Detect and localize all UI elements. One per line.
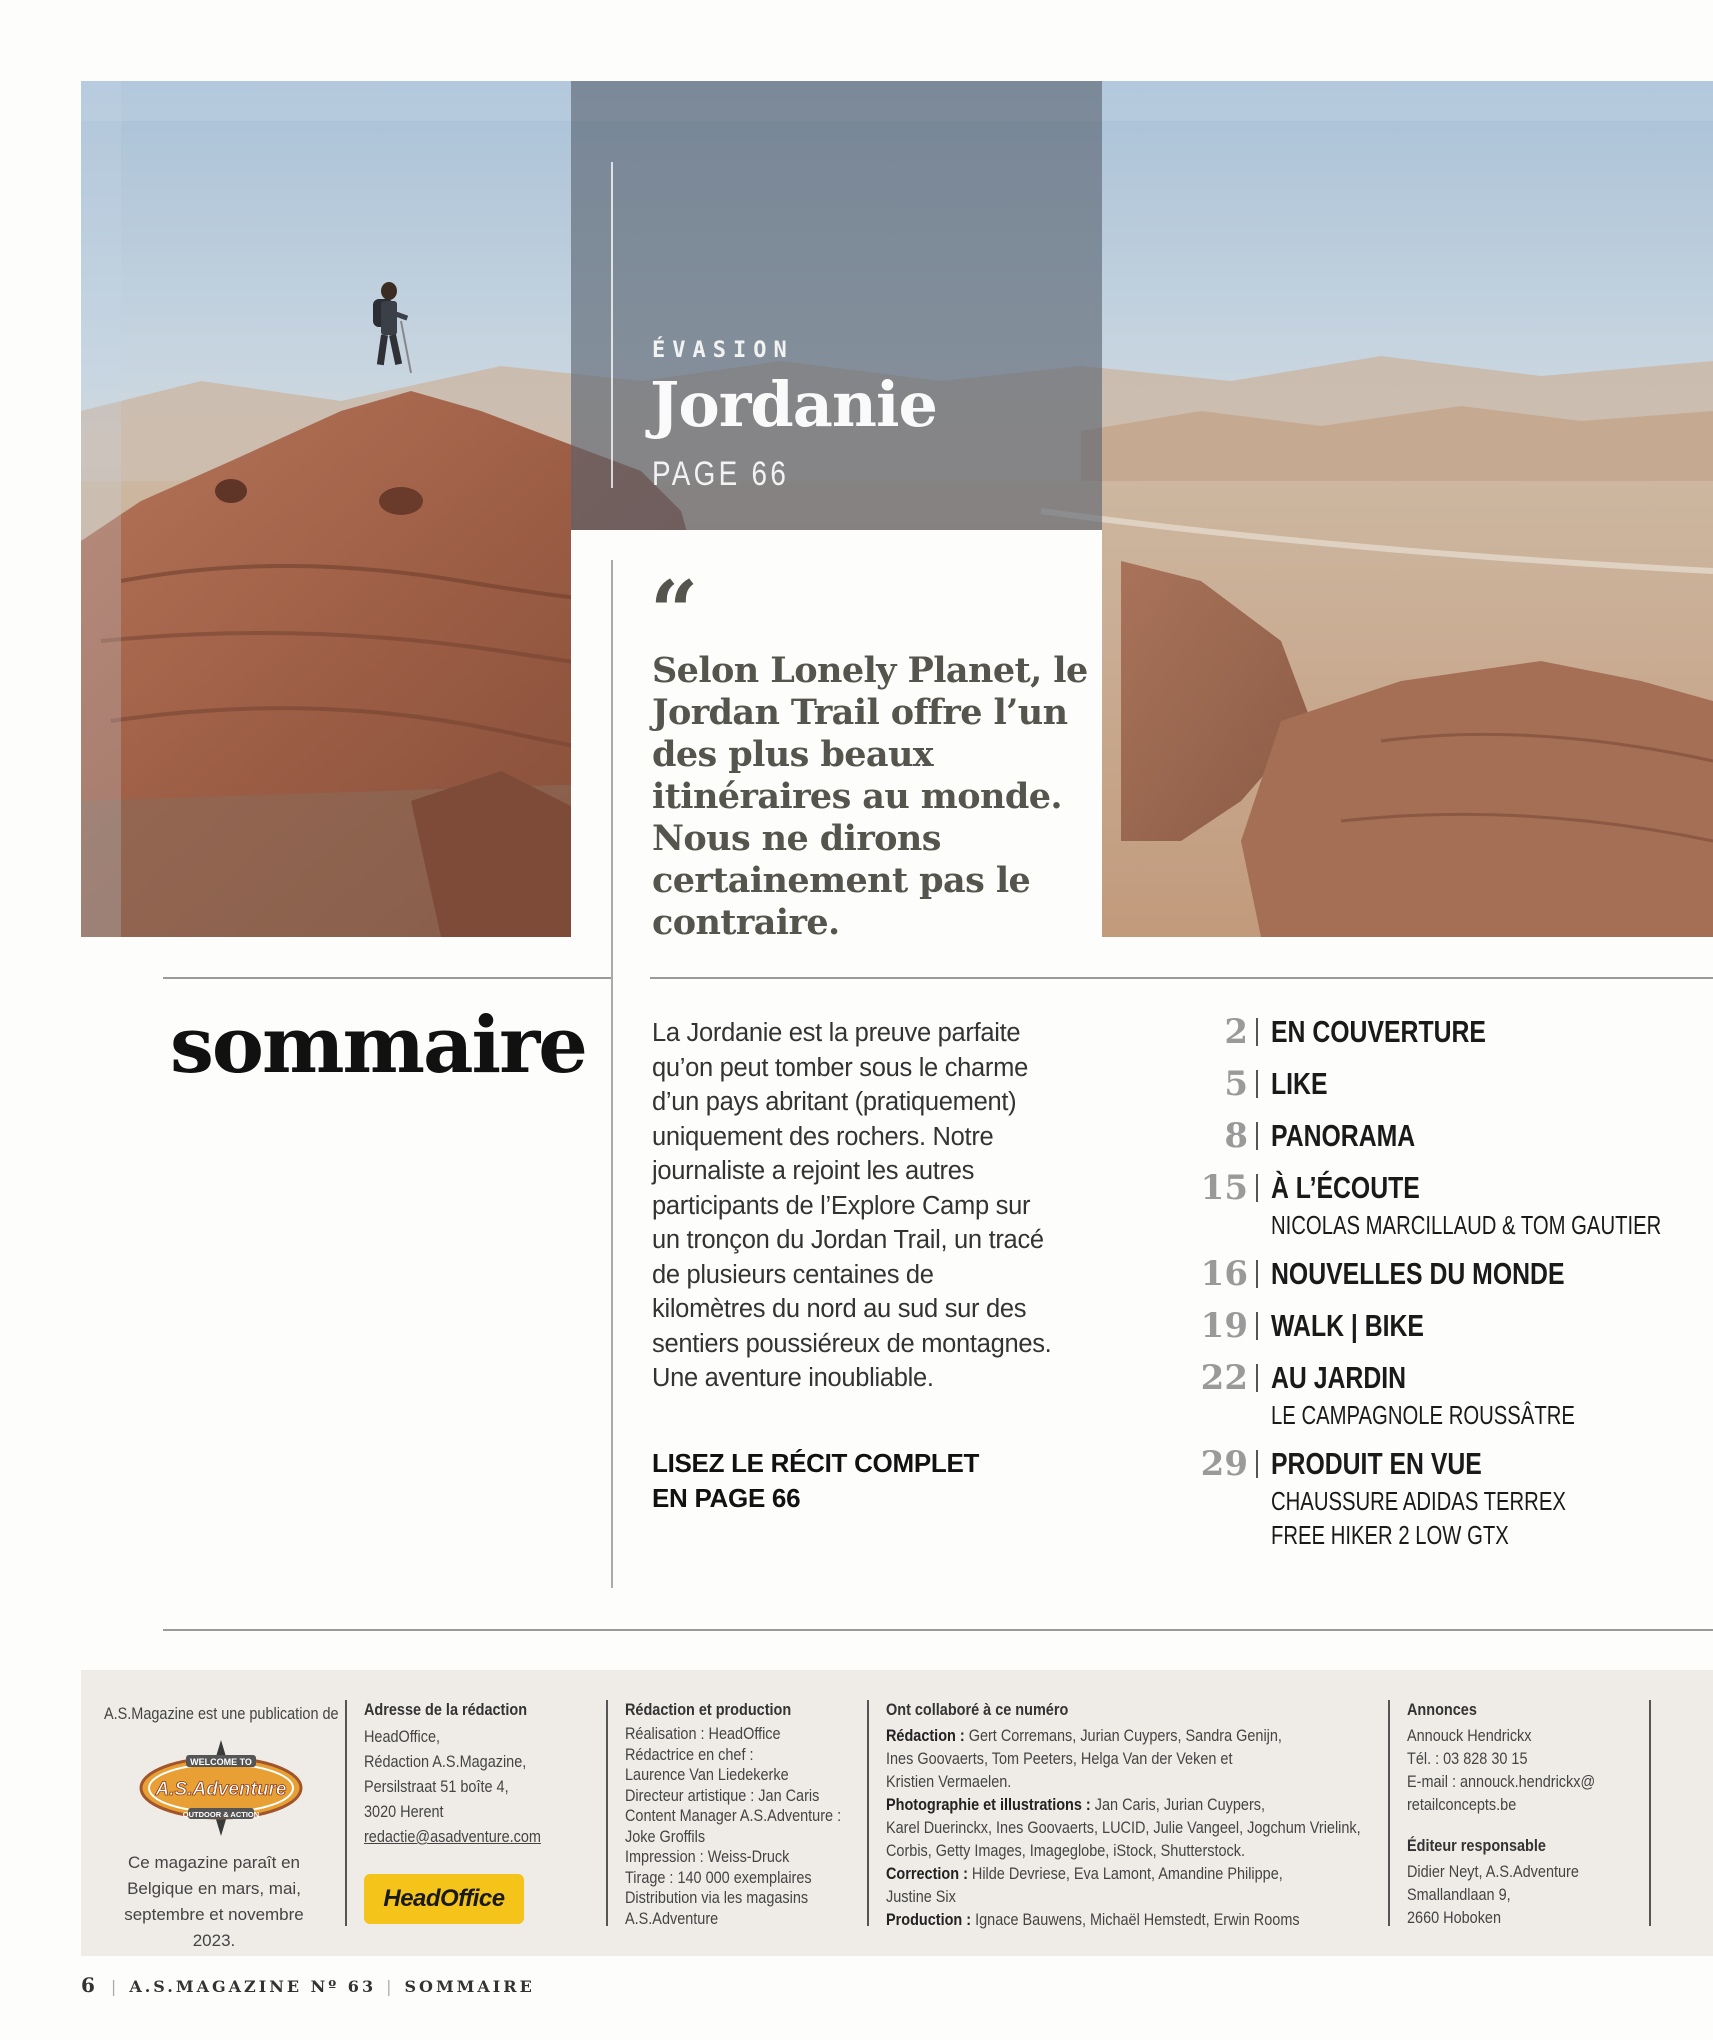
- toc-title: PRODUIT EN VUE: [1271, 1446, 1482, 1481]
- contributor-line: [886, 1862, 1361, 1885]
- contributor-role: Rédaction :: [886, 1726, 965, 1745]
- editor-line: Didier Neyt, A.S.Adventure: [1407, 1862, 1579, 1881]
- toc-separator: [1256, 1174, 1258, 1202]
- toc-page-number: 19: [1200, 1306, 1248, 1346]
- table-of-contents: [1160, 1012, 1680, 1564]
- production-line: Rédactrice en chef :: [625, 1744, 754, 1764]
- contributor-names: Justine Six: [886, 1887, 956, 1906]
- address-line: 3020 Herent: [364, 1802, 444, 1821]
- production-heading: Rédaction et production: [625, 1700, 792, 1719]
- contributor-role: Photographie et illustrations :: [886, 1795, 1091, 1814]
- production-line: Impression : Weiss-Druck: [625, 1847, 790, 1866]
- cta-line-1: LISEZ LE RÉCIT COMPLET: [652, 1448, 980, 1478]
- publisher-intro: A.S.Magazine est une publication de: [104, 1704, 339, 1723]
- read-more-callout: [652, 1446, 979, 1516]
- toc-page-number: 15: [1200, 1168, 1248, 1208]
- toc-item[interactable]: [1160, 1064, 1680, 1104]
- production-line: Distribution via les magasins: [625, 1888, 809, 1907]
- section-name: SOMMAIRE: [404, 1977, 535, 1996]
- address-line: Rédaction A.S.Magazine,: [364, 1752, 527, 1771]
- ads-heading: Annonces: [1407, 1700, 1477, 1719]
- contributor-names: Kristien Vermaelen.: [886, 1772, 1012, 1791]
- toc-item[interactable]: [1160, 1358, 1680, 1432]
- toc-title: AU JARDIN: [1271, 1360, 1407, 1395]
- toc-item[interactable]: [1160, 1306, 1680, 1346]
- toc-item[interactable]: [1160, 1116, 1680, 1156]
- footer-separator: [1388, 1700, 1390, 1926]
- cta-line-2: EN PAGE 66: [652, 1483, 801, 1513]
- page-title: sommaire: [170, 1000, 586, 1091]
- toc-subtitle: FREE HIKER 2 LOW GTX: [1271, 1520, 1509, 1550]
- production-line: A.S.Adventure: [625, 1908, 719, 1928]
- toc-separator: [1256, 1260, 1258, 1288]
- contributor-names: Karel Duerinckx, Ines Goovaerts, LUCID, Julie Vangeel, Jogchum Vrielink,: [886, 1818, 1361, 1837]
- toc-separator: [1256, 1070, 1258, 1098]
- toc-page-number: 5: [1224, 1064, 1248, 1104]
- contributor-line: [886, 1724, 1361, 1747]
- feature-title-panel: [571, 81, 1102, 530]
- address-line: Persilstraat 51 boîte 4,: [364, 1777, 509, 1796]
- contributor-line: [886, 1770, 1361, 1793]
- intro-text: La Jordanie est la preuve parfaite qu’on peut tomber sous le charme d’un pays abritant (pratiquement) uniquement des rochers. Notre journaliste a rejoint les autres participants de l’Explore Camp sur un tronçon du Jordan Trail, un tracé de plusieurs centaines de kilomètres du nord au sud sur des sentiers poussiéreux de montagnes. Une aventure inoubliable.: [652, 1019, 1052, 1392]
- title-divider: [611, 162, 613, 488]
- toc-separator: [1256, 1450, 1258, 1478]
- editor-heading: Éditeur responsable: [1407, 1836, 1546, 1855]
- contributor-names: Gert Corremans, Jurian Cuypers, Sandra Genijn,: [968, 1726, 1282, 1745]
- toc-item[interactable]: [1160, 1254, 1680, 1294]
- editorial-email-link[interactable]: redactie@asadventure.com: [364, 1827, 541, 1846]
- magazine-issue: A.S.MAGAZINE Nº 63: [129, 1977, 377, 1996]
- contributors-block: [886, 1700, 1444, 1931]
- contributor-line: [886, 1816, 1361, 1839]
- production-line: Content Manager A.S.Adventure :: [625, 1806, 842, 1825]
- toc-subtitle: CHAUSSURE ADIDAS TERREX: [1271, 1486, 1566, 1516]
- contributor-names: Corbis, Getty Images, Imageglobe, iStock, Shutterstock.: [886, 1841, 1246, 1860]
- quote-mark-icon: “: [650, 562, 699, 661]
- as-adventure-logo: [138, 1738, 304, 1843]
- pull-quote: Selon Lonely Planet, le Jordan Trail offre l’un des plus beaux itinéraires au monde. Nous ne dirons certainement pas le contraire.: [652, 650, 1088, 943]
- feature-kicker: ÉVASION: [652, 338, 794, 363]
- headoffice-logo: HeadOffice: [364, 1874, 524, 1924]
- svg-text:A.S.Adventure: A.S.Adventure: [155, 1779, 287, 1800]
- toc-title: WALK | BIKE: [1271, 1308, 1424, 1343]
- contributor-line: [886, 1747, 1361, 1770]
- toc-title: PANORAMA: [1271, 1118, 1416, 1153]
- editor-line: Smallandlaan 9,: [1407, 1885, 1511, 1904]
- page-footer: 6 | A.S.MAGAZINE Nº 63 | SOMMAIRE: [81, 1973, 535, 1997]
- contributor-line: [886, 1793, 1361, 1816]
- toc-title: NOUVELLES DU MONDE: [1271, 1256, 1565, 1291]
- ads-line: Annouck Hendrickx: [1407, 1726, 1532, 1745]
- toc-item[interactable]: [1160, 1012, 1680, 1052]
- toc-separator: [1256, 1122, 1258, 1150]
- contributor-names: Ines Goovaerts, Tom Peeters, Helga Van der Veken et: [886, 1749, 1233, 1768]
- production-line: Tirage : 140 000 exemplaires: [625, 1867, 812, 1887]
- production-line: Directeur artistique : Jan Caris: [625, 1785, 820, 1805]
- toc-item[interactable]: [1160, 1168, 1680, 1242]
- feature-title: Jordanie: [650, 368, 937, 441]
- toc-page-number: 16: [1200, 1254, 1248, 1294]
- contributor-names: Hilde Devriese, Eva Lamont, Amandine Philippe,: [971, 1864, 1283, 1883]
- divider-right: [650, 977, 1713, 979]
- toc-separator: [1256, 1018, 1258, 1046]
- toc-subtitle: NICOLAS MARCILLAUD & TOM GAUTIER: [1271, 1210, 1662, 1240]
- address-block: [364, 1700, 572, 1849]
- divider-bottom: [163, 1629, 1713, 1631]
- address-line: HeadOffice,: [364, 1727, 441, 1746]
- feature-page-ref: PAGE 66: [652, 455, 790, 493]
- contributors-heading: Ont collaboré à ce numéro: [886, 1700, 1069, 1719]
- production-line: Laurence Van Liedekerke: [625, 1765, 789, 1784]
- toc-page-number: 29: [1200, 1444, 1248, 1484]
- contributor-line: [886, 1908, 1361, 1931]
- footer-separator: [867, 1700, 869, 1926]
- toc-separator: [1256, 1364, 1258, 1392]
- contributor-role: Production :: [886, 1910, 972, 1929]
- svg-text:OUTDOOR & ACTION: OUTDOOR & ACTION: [182, 1810, 260, 1819]
- toc-page-number: 8: [1224, 1116, 1248, 1156]
- toc-page-number: 22: [1200, 1358, 1248, 1398]
- toc-title: À L’ÉCOUTE: [1271, 1170, 1420, 1205]
- production-line: Réalisation : HeadOffice: [625, 1724, 781, 1743]
- address-heading: Adresse de la rédaction: [364, 1700, 528, 1719]
- contributor-names: Jan Caris, Jurian Cuypers,: [1094, 1795, 1266, 1814]
- contributor-line: [886, 1885, 1361, 1908]
- ads-line: Tél. : 03 828 30 15: [1407, 1749, 1528, 1768]
- production-block: [625, 1700, 879, 1929]
- footer-separator: [345, 1700, 347, 1926]
- publication-schedule: Ce magazine paraît en Belgique en mars, mai, septembre et novembre 2023.: [124, 1853, 304, 1950]
- column-divider: [611, 560, 613, 1588]
- footer-separator: [1649, 1700, 1651, 1926]
- production-line: Joke Groffils: [625, 1826, 706, 1846]
- svg-text:WELCOME TO: WELCOME TO: [190, 1757, 252, 1767]
- footer-separator: [606, 1700, 608, 1926]
- toc-title: LIKE: [1271, 1066, 1328, 1101]
- divider-left: [163, 977, 611, 979]
- contributor-line: [886, 1839, 1361, 1862]
- contributor-names: Ignace Bauwens, Michaël Hemstedt, Erwin Rooms: [975, 1910, 1300, 1929]
- page-number: 6: [81, 1973, 95, 1997]
- ads-email: E-mail : annouck.hendrickx@: [1407, 1772, 1596, 1791]
- toc-title: EN COUVERTURE: [1271, 1014, 1486, 1049]
- ads-email: retailconcepts.be: [1407, 1795, 1517, 1814]
- toc-page-number: 2: [1224, 1012, 1248, 1052]
- toc-item[interactable]: [1160, 1444, 1680, 1552]
- toc-subtitle: LE CAMPAGNOLE ROUSSÂTRE: [1271, 1400, 1575, 1430]
- toc-separator: [1256, 1312, 1258, 1340]
- editor-line: 2660 Hoboken: [1407, 1908, 1502, 1927]
- contributor-role: Correction :: [886, 1864, 968, 1883]
- ads-block: [1407, 1700, 1628, 1929]
